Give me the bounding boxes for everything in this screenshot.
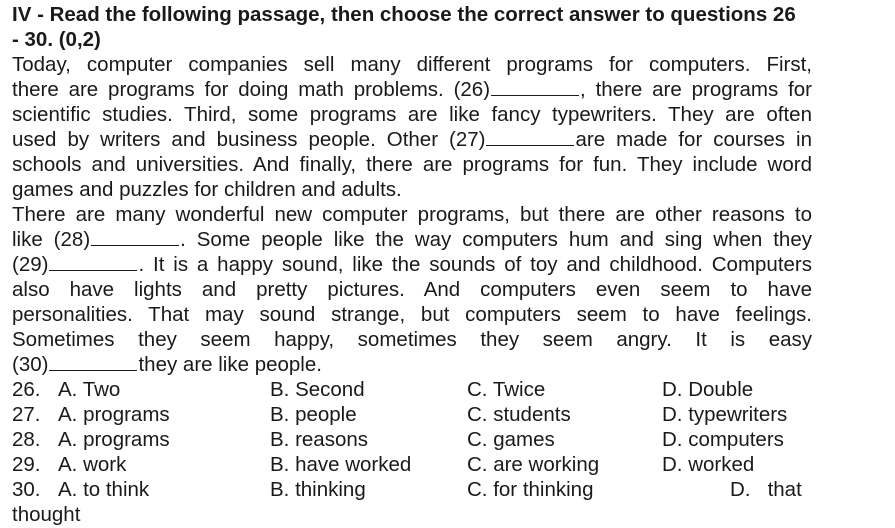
answer-options xyxy=(12,377,812,527)
passage-line: also have lights and pretty pictures. And computers even seem to have xyxy=(12,278,812,301)
question-number: 29. xyxy=(12,453,41,476)
passage-line: (30) they are like people. xyxy=(12,353,322,376)
question-row-28 xyxy=(12,427,812,452)
passage-line: used by writers and business people. Other (27) are made for courses in xyxy=(12,128,812,151)
option-a[interactable]: A. programs xyxy=(58,428,170,451)
question-row-29 xyxy=(12,452,812,477)
question-row-26 xyxy=(12,377,812,402)
option-d[interactable]: D. worked xyxy=(662,453,755,476)
passage-line: schools and universities. And finally, there are programs for fun. They include word xyxy=(12,153,812,176)
trailing-word: thought xyxy=(12,503,81,526)
section-title-line-1: IV - Read the following passage, then choose the correct answer to questions 26 xyxy=(12,3,796,26)
question-number: 27. xyxy=(12,403,41,426)
option-a[interactable]: A. to think xyxy=(58,478,150,501)
question-number: 30. xyxy=(12,478,41,501)
passage-line: personalities. That may sound strange, but computers seem to have feelings. xyxy=(12,303,812,326)
option-c[interactable]: C. are working xyxy=(467,453,600,476)
option-d[interactable]: D. typewriters xyxy=(662,403,788,426)
blank-29[interactable] xyxy=(49,252,137,271)
passage-line: there are programs for doing math problems. (26) , there are programs for xyxy=(12,78,812,101)
blank-26[interactable] xyxy=(491,77,579,96)
question-number: 26. xyxy=(12,378,41,401)
passage-line: like (28) . Some people like the way computers hum and sing when they xyxy=(12,228,812,251)
passage-line: Today, computer companies sell many different programs for computers. First, xyxy=(12,53,812,76)
option-c[interactable]: C. games xyxy=(467,428,555,451)
passage-line: games and puzzles for children and adults. xyxy=(12,178,402,201)
option-c[interactable]: C. Twice xyxy=(467,378,546,401)
option-b[interactable]: B. people xyxy=(270,403,357,426)
question-number: 28. xyxy=(12,428,41,451)
passage xyxy=(12,52,812,377)
blank-28[interactable] xyxy=(91,227,179,246)
option-b[interactable]: B. have worked xyxy=(270,453,412,476)
passage-line: Sometimes they seem happy, sometimes they seem angry. It is easy xyxy=(12,328,812,351)
option-b[interactable]: B. thinking xyxy=(270,478,366,501)
passage-line: (29) . It is a happy sound, like the sounds of toy and childhood. Computers xyxy=(12,253,812,276)
option-a[interactable]: A. programs xyxy=(58,403,170,426)
option-d[interactable]: D. Double xyxy=(662,378,754,401)
blank-30[interactable] xyxy=(49,352,137,371)
worksheet xyxy=(12,2,812,527)
option-b[interactable]: B. reasons xyxy=(270,428,368,451)
option-b[interactable]: B. Second xyxy=(270,378,365,401)
option-d[interactable]: D. that xyxy=(730,478,802,501)
option-c[interactable]: C. for thinking xyxy=(467,478,594,501)
passage-line: There are many wonderful new computer programs, but there are other reasons to xyxy=(12,203,812,226)
passage-line: scientific studies. Third, some programs are like fancy typewriters. They are often xyxy=(12,103,812,126)
blank-27[interactable] xyxy=(486,127,574,146)
option-c[interactable]: C. students xyxy=(467,403,571,426)
option-a[interactable]: A. work xyxy=(58,453,127,476)
question-row-30 xyxy=(12,477,812,502)
option-a[interactable]: A. Two xyxy=(58,378,121,401)
option-d[interactable]: D. computers xyxy=(662,428,784,451)
question-row-27 xyxy=(12,402,812,427)
section-title-line-2: - 30. (0,2) xyxy=(12,28,101,51)
